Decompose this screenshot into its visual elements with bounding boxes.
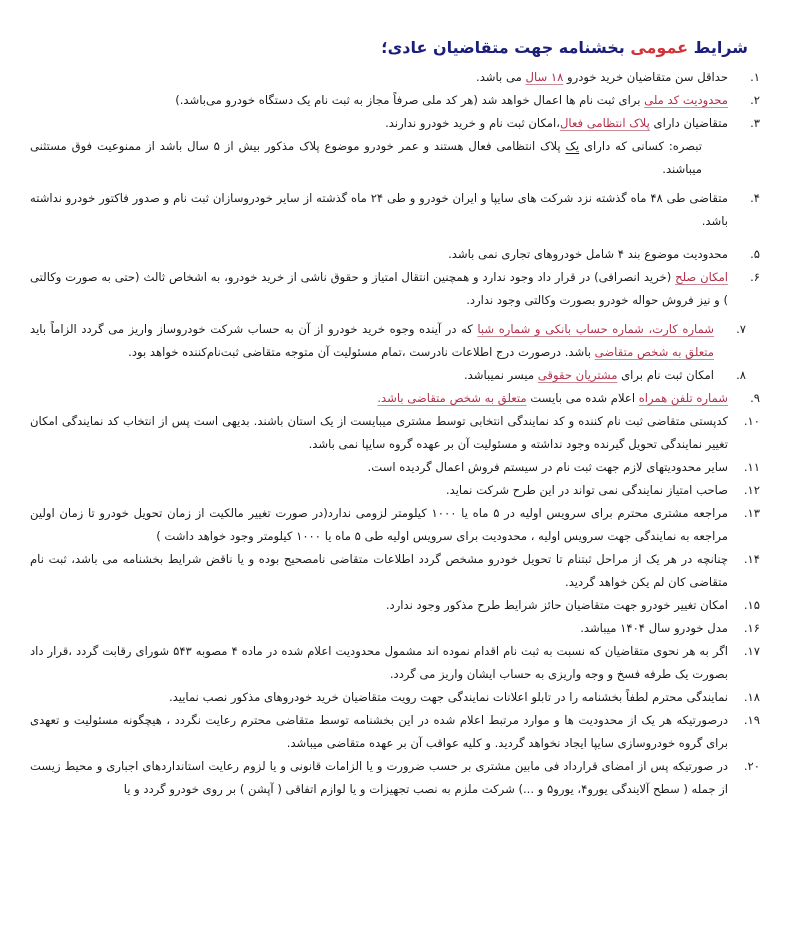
item-number: ۸. — [736, 368, 746, 382]
item-number: ۱۷. — [743, 644, 760, 658]
highlight-text: پلاک انتظامی فعال — [559, 116, 650, 130]
condition-item-14 — [30, 548, 760, 594]
item-text: درصورتیکه هر یک از محدودیت ها و موارد مرتبط اعلام شده در این بخشنامه توسط متقاضی محترم رعایت نگردد ، هیچگونه مسئولیت و تعهدی برای گروه خودروسازی سایپا ایجاد نخواهد گردید. و کلیه عواقب آن بر عهده متقاضی میباشد. — [30, 713, 728, 750]
title-part2: بخشنامه جهت متقاضیان عادی؛ — [381, 38, 631, 57]
item-number: ۲. — [750, 93, 760, 107]
condition-item-15 — [30, 594, 760, 617]
item-text: اگر به هر نحوی متقاضیان که نسبت به ثبت نام اقدام نموده اند مشمول محدودیت اعلام شده در ماده ۴ مصوبه ۵۴۳ شورای رقابت گردد ،قرار داد بصورت یک طرفه فسخ و وجه واریزی به حساب ایشان واریز می گردد. — [30, 644, 728, 681]
highlight-text: متعلق به شخص متقاضی — [594, 345, 714, 359]
item-text: چنانچه در هر یک از مراحل ثبتنام تا تحویل خودرو مشخص گردد اطلاعات متقاضی نامصحیح بوده و یا ناقض شرایط بخشنامه می باشد، ثبت نام متقاضی کان لم یکن خواهد گردید. — [30, 552, 728, 589]
highlight-text: محدودیت کد ملی — [644, 93, 728, 107]
item-text: محدودیت کد ملی برای ثبت نام ها اعمال خواهد شد (هر کد ملی صرفاً مجاز به ثبت نام یک دستگاه خودرو می‌باشد.) — [175, 93, 728, 107]
item-text: کدپستی متقاضی ثبت نام کننده و کد نمایندگی انتخابی توسط مشتری میبایست از یک استان باشند. بدیهی است پس از انتخاب کد نمایندگی امکان تغییر نمایندگی تحویل گیرنده وجود نداشته و مسئولیت آن بر عهده گروه سایپا نمی باشد. — [30, 414, 728, 451]
title-accent: عمومی — [630, 38, 689, 57]
item-text: در صورتیکه پس از امضای قرارداد فی مابین مشتری بر حسب ضرورت و یا الزامات قانونی و یا لزوم رعایت استانداردهای اجباری و محیط زیست از جمله ( سطح آلایندگی یورو۴، یورو۵ و ...) شرکت ملزم به نصب تجهیزات و یا لوازم اتفاقی ( آپشن ) بر روی خودرو گردد و یا — [30, 759, 728, 796]
highlight-text: مشتریان حقوقی — [537, 368, 618, 382]
item-text: مدل خودرو سال ۱۴۰۴ میباشد. — [580, 621, 728, 635]
item-text: شماره تلفن همراه اعلام شده می بایست متعلق به شخص متقاضی باشد. — [377, 391, 728, 405]
item-number: ۱۲. — [743, 483, 760, 497]
item-number: ۹. — [750, 391, 760, 405]
item-text: صاحب امتیاز نمایندگی نمی تواند در این طرح شرکت نماید. — [445, 483, 728, 497]
condition-item-17 — [30, 640, 760, 686]
condition-item-9 — [30, 387, 760, 410]
item-number: ۵. — [750, 247, 760, 261]
highlight-text: متعلق به شخص متقاضی باشد. — [377, 391, 527, 405]
condition-item-3 — [30, 112, 760, 135]
item-text: شماره کارت، شماره حساب بانکی و شماره شبا که در آینده وجوه خرید خودرو از آن به حساب شرکت خودروساز واریز می گردد الزاماً باید متعلق به شخص متقاضی باشد. درصورت درج اطلاعات نادرست ،تمام مسئولیت آن متوجه متقاضی ثبت‌نام‌کننده خواهد بود. — [30, 322, 714, 359]
condition-item-12 — [30, 479, 760, 502]
condition-item-7 — [30, 318, 760, 364]
item-number: ۱۴. — [743, 552, 760, 566]
highlight-text: شماره تلفن همراه — [638, 391, 728, 405]
title-part1: شرایط — [688, 38, 748, 57]
item-number: ۷. — [736, 322, 746, 336]
condition-item-2 — [30, 89, 760, 112]
item-text: سایر محدودیتهای لازم جهت ثبت نام در سیستم فروش اعمال گردیده است. — [367, 460, 728, 474]
document-title — [30, 36, 760, 60]
item-number: ۱۶. — [743, 621, 760, 635]
item-number: ۳. — [750, 116, 760, 130]
highlight-text: امکان صلح — [675, 270, 729, 284]
item-number: ۱. — [750, 70, 760, 84]
underlined-text: یک — [565, 139, 580, 153]
item-text: امکان صلح (خرید انصرافی) در قرار داد وجود ندارد و همچنین انتقال امتیاز و حقوق ناشی از خرید خودرو، به اشخاص ثالث (حتی به صورت وکالتی ) و نیز فروش حواله خودرو بصورت وکالتی وجود ندارد. — [30, 270, 729, 307]
condition-item-11 — [30, 456, 760, 479]
item-number: ۴. — [750, 191, 760, 205]
condition-item-1 — [30, 66, 760, 89]
item-text: متقاضی طی ۴۸ ماه گذشته نزد شرکت های سایپا و ایران خودرو و طی ۲۴ ماه گذشته از سایر خودروسازان ثبت نام و صدور فاکتور خودرو نداشته باشد. — [30, 191, 728, 228]
condition-item-20 — [30, 755, 760, 801]
item-number: ۱۵. — [743, 598, 760, 612]
item-text: مراجعه مشتری محترم برای سرویس اولیه در ۵ ماه یا ۱۰۰۰ کیلومتر لزومی ندارد(در صورت تغییر مالکیت از زمان تحویل خودرو تا زمان اولین مراجعه به نمایندگی جهت سرویس اولیه ، محدودیت برای سرویس اولیه طی ۵ ماه یا ۱۰۰۰ کیلومتر وجود خواهد داشت ) — [30, 506, 729, 543]
item-text: متقاضیان دارای پلاک انتظامی فعال،امکان ثبت نام و خرید خودرو ندارند. — [385, 116, 728, 130]
item-number: ۲۰. — [743, 759, 760, 773]
item-text: امکان تغییر خودرو جهت متقاضیان حائز شرایط طرح مذکور وجود ندارد. — [385, 598, 728, 612]
item-number: ۱۹. — [743, 713, 760, 727]
condition-note: تبصره: کسانی که دارای یک پلاک انتظامی فعال هستند و عمر خودرو موضوع پلاک مذکور بیش از ۵ سال باشد از ممنوعیت فوق مستثنی میباشند. — [30, 139, 702, 176]
condition-item-8 — [30, 364, 760, 387]
condition-item-10 — [30, 410, 760, 456]
item-text: حداقل سن متقاضیان خرید خودرو ۱۸ سال می باشد. — [476, 70, 728, 84]
condition-item-13 — [30, 502, 760, 548]
item-number: ۱۰. — [743, 414, 760, 428]
highlight-text: شماره کارت، شماره حساب بانکی و شماره شبا — [477, 322, 714, 336]
item-number: ۶. — [750, 270, 760, 284]
condition-item-5 — [30, 243, 760, 266]
condition-item-4 — [30, 187, 760, 233]
item-text: نمایندگی محترم لطفاً بخشنامه را در تابلو اعلانات نمایندگی جهت رویت متقاضیان خرید خودروهای مذکور نصب نمایید. — [168, 690, 728, 704]
conditions-list — [30, 66, 760, 801]
condition-item-18 — [30, 686, 760, 709]
item-number: ۱۱. — [743, 460, 760, 474]
condition-item-6 — [30, 266, 760, 312]
item-text: محدودیت موضوع بند ۴ شامل خودروهای تجاری نمی باشد. — [448, 247, 728, 261]
item-text: امکان ثبت نام برای مشتریان حقوقی میسر نمیباشد. — [464, 368, 714, 382]
item-number: ۱۳. — [743, 506, 760, 520]
highlight-text: ۱۸ سال — [525, 70, 564, 84]
item-number: ۱۸. — [743, 690, 760, 704]
condition-item-16 — [30, 617, 760, 640]
condition-item-19 — [30, 709, 760, 755]
